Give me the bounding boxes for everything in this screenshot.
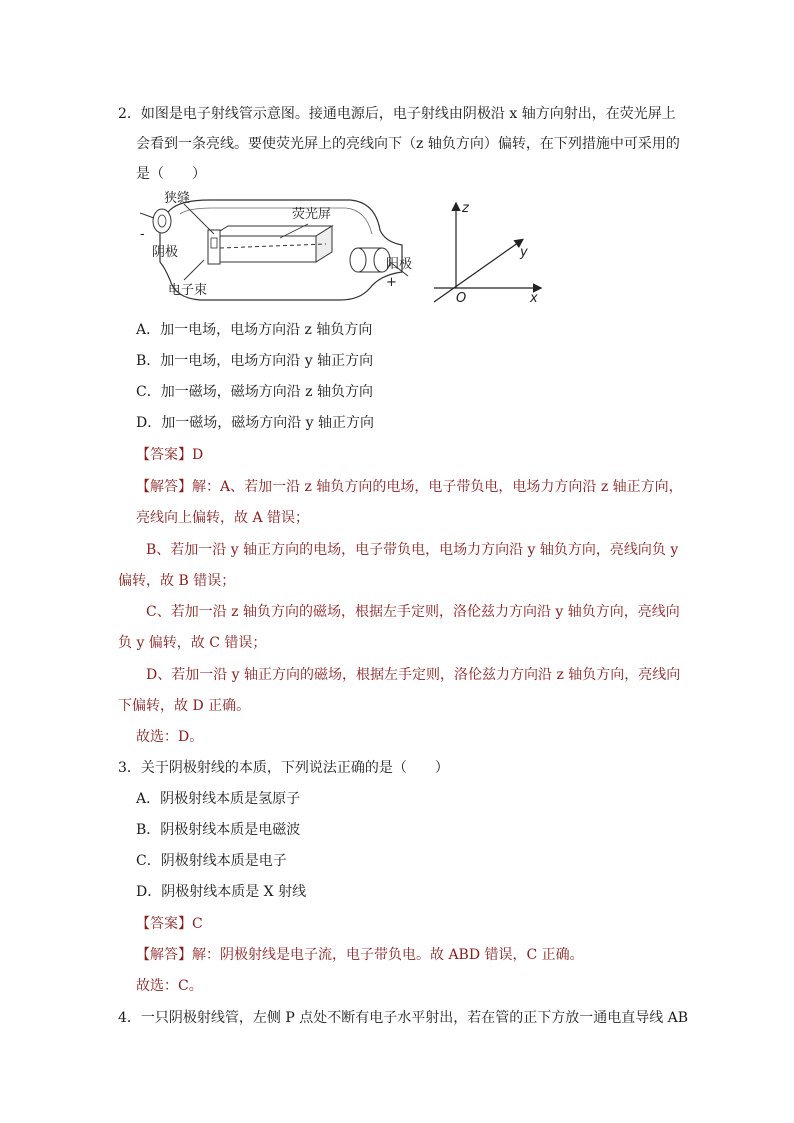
- q2-analysis-line7: D、若加一沿 y 轴正方向的磁场，根据左手定则，洛伦兹力方向沿 z 轴负方向，亮线向: [146, 667, 681, 683]
- label-cathode: 阴极: [152, 245, 179, 260]
- q2-answer: [136, 445, 203, 465]
- q2-analysis-line2: 亮线向上偏转，故 A 错误；: [136, 510, 310, 526]
- q2-stem-line1: 2．如图是电子射线管示意图。接通电源后，电子射线由阴极沿 x 轴方向射出，在荧光屏上: [118, 106, 676, 122]
- q2-analysis-line6: 负 y 偏转，故 C 错误；: [118, 635, 267, 651]
- q3-option-a: A．阴极射线本质是氢原子: [136, 791, 301, 807]
- q3-analysis: [136, 945, 584, 965]
- q2-option-b: B．加一电场，电场方向沿 y 轴正方向: [136, 353, 374, 369]
- cathode-cylinder: [153, 209, 171, 233]
- q3-option-b: B．阴极射线本质是电磁波: [136, 822, 301, 838]
- q2-analysis-text1: 解：A、若加一沿 z 轴负方向的电场，电子带负电，电场力方向沿 z 轴正方向，: [192, 479, 683, 495]
- q2-choose: 故选：D。: [136, 729, 204, 745]
- axis-x-label: x: [530, 291, 538, 306]
- q2-analysis-line4: 偏转，故 B 错误；: [118, 573, 236, 589]
- q2-analysis-line3: B、若加一沿 y 轴正方向的电场，电子带负电，电场力方向沿 y 轴负方向，亮线向负 y: [146, 542, 679, 558]
- q3-answer-value: C: [192, 916, 203, 932]
- q2-stem-line2: 会看到一条亮线。要使荧光屏上的亮线向下（z 轴负方向）偏转，在下列措施中可采用的: [136, 136, 680, 152]
- q2-stem-line3: 是（ ）: [136, 166, 206, 182]
- axis-z-label: z: [462, 201, 469, 216]
- q2-analysis-tag: 【解答】: [136, 479, 192, 495]
- q2-answer-value: D: [192, 447, 204, 463]
- label-anode: 阳极: [386, 257, 413, 272]
- electron-beam: [220, 244, 326, 248]
- q3-option-c: C．阴极射线本质是电子: [136, 853, 287, 869]
- label-beam: 电子束: [168, 283, 208, 298]
- q3-answer: [136, 914, 203, 934]
- q3-stem: 3．关于阴极射线的本质，下列说法正确的是（ ）: [118, 760, 449, 776]
- label-minus: -: [140, 227, 145, 242]
- q2-analysis-line1: [136, 477, 683, 497]
- q2-option-a: A．加一电场，电场方向沿 z 轴负方向: [136, 322, 373, 338]
- q3-choose: 故选：C。: [136, 978, 203, 994]
- q3-answer-tag: 【答案】: [136, 916, 192, 932]
- q2-answer-tag: 【答案】: [136, 447, 192, 463]
- axis-y-label: y: [520, 245, 528, 260]
- q2-option-d: D．加一磁场，磁场方向沿 y 轴正方向: [136, 415, 375, 431]
- q2-analysis-line8: 下偏转，故 D 正确。: [118, 698, 251, 714]
- q2-analysis-line5: C、若加一沿 z 轴负方向的磁场，根据左手定则，洛伦兹力方向沿 y 轴负方向，亮线向: [146, 604, 680, 620]
- q3-analysis-text: 解：阴极射线是电子流，电子带负电。故 ABD 错误，C 正确。: [192, 947, 584, 963]
- crt-figure: [140, 190, 440, 310]
- label-slit: 狭缝: [164, 191, 191, 206]
- label-screen: 荧光屏: [292, 207, 332, 222]
- q2-option-c: C．加一磁场，磁场方向沿 z 轴负方向: [136, 384, 373, 400]
- y-axis: [434, 240, 522, 302]
- label-plus: +: [386, 275, 397, 290]
- q4-stem-line1: 4．一只阴极射线管，左侧 P 点处不断有电子水平射出，若在管的正下方放一通电直导线 AB: [118, 1010, 689, 1026]
- slit-plate: [208, 230, 220, 264]
- q3-analysis-tag: 【解答】: [136, 947, 192, 963]
- axis-origin-label: O: [456, 291, 467, 306]
- q3-option-d: D．阴极射线本质是 X 射线: [136, 884, 307, 900]
- axes-figure: [426, 196, 556, 308]
